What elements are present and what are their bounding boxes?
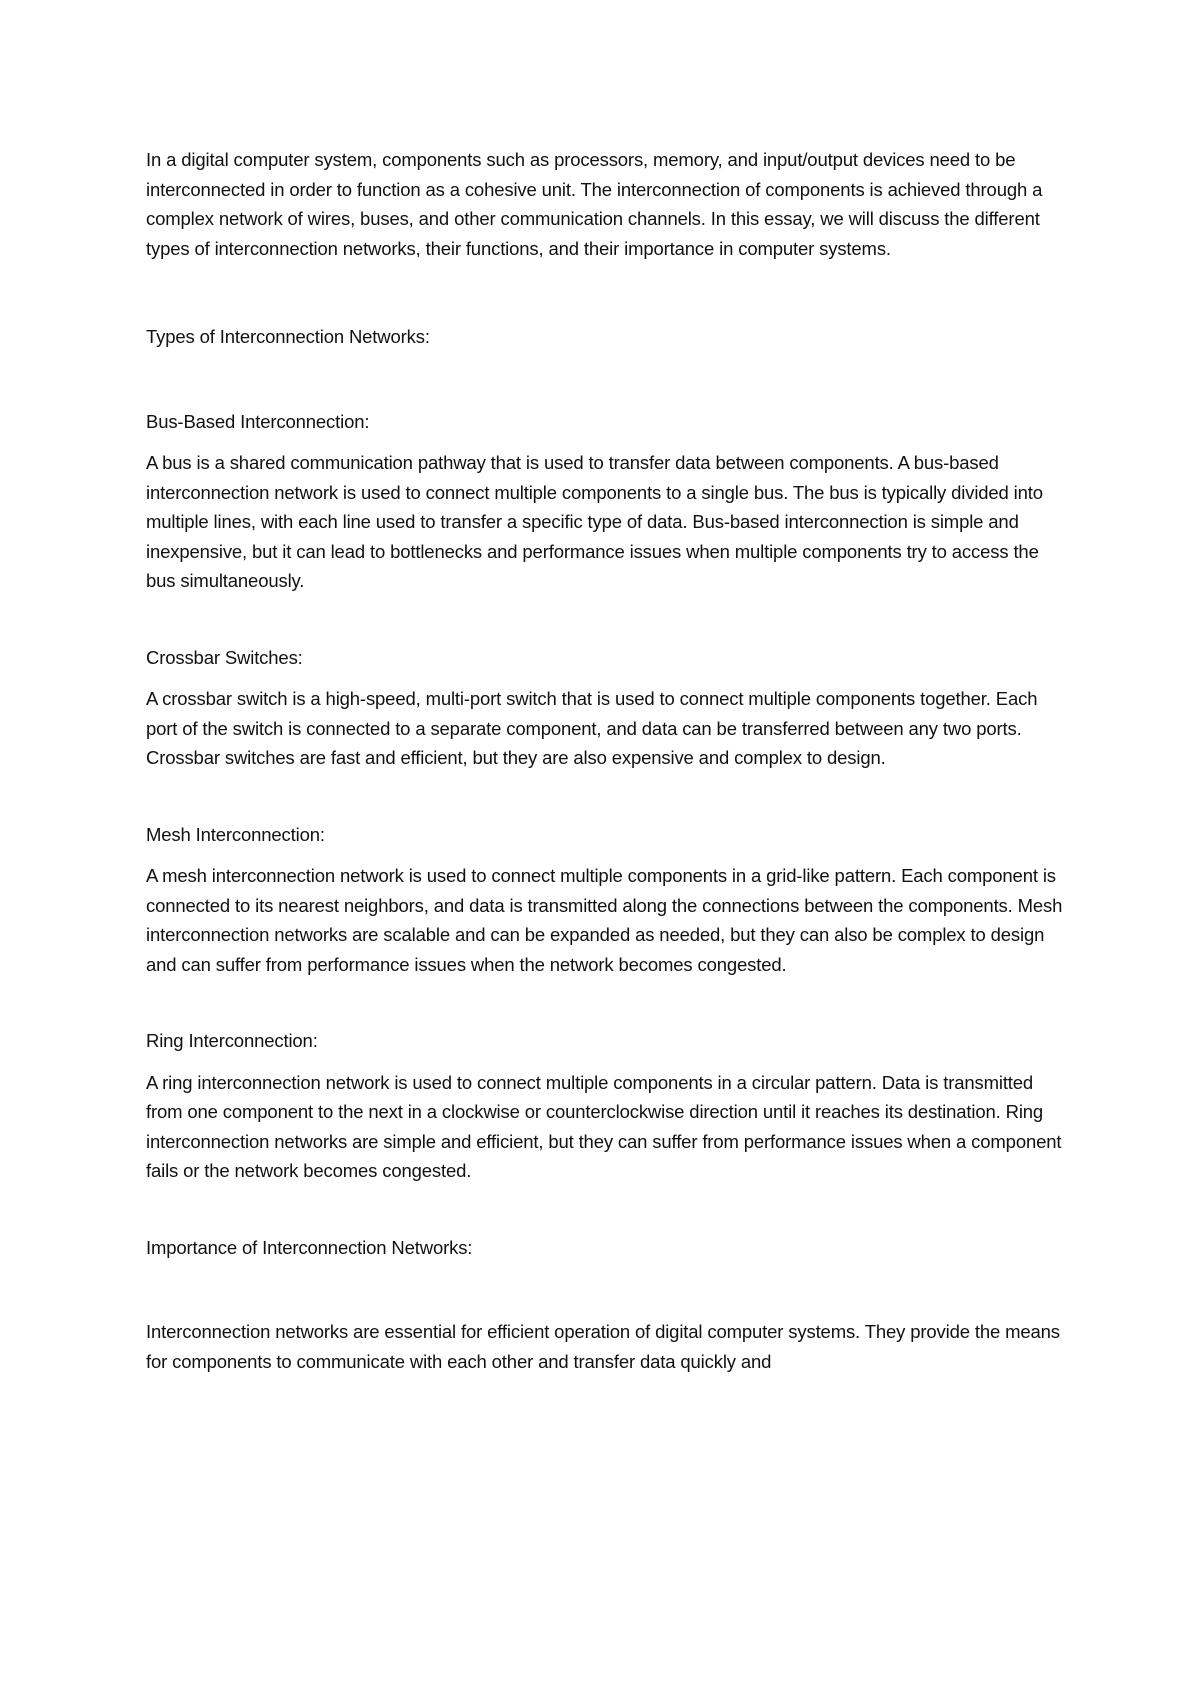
bus-paragraph: A bus is a shared communication pathway that is used to transfer data between components. A bus-based interconnection network is used to connect multiple components to a single bus. The bus is typically divided into multiple lines, with each line used to transfer a specific type of data. Bus-based interconnection is simple and inexpensive, but it can lead to bottlenecks and performance issues when multiple components try to access the bus simultaneously. bbox=[146, 452, 1043, 591]
mesh-paragraph: A mesh interconnection network is used to connect multiple components in a grid-like pattern. Each component is connected to its nearest neighbors, and data is transmitted along the connections between the components. Mesh interconnection networks are scalable and can be expanded as needed, but they can also be complex to design and can suffer from performance issues when the network becomes congested. bbox=[146, 865, 1063, 975]
document-body bbox=[146, 145, 1066, 1376]
importance-heading: Importance of Interconnection Networks: bbox=[146, 1236, 473, 1258]
importance-paragraph: Interconnection networks are essential for efficient operation of digital computer systems. They provide the means for components to communicate with each other and transfer data quickly and bbox=[146, 1321, 1060, 1372]
intro-paragraph: In a digital computer system, components such as processors, memory, and input/output devices need to be interconnected in order to function as a cohesive unit. The interconnection of components is achieved through a complex network of wires, buses, and other communication channels. In this essay, we will discuss the different types of interconnection networks, their functions, and their importance in computer systems. bbox=[146, 149, 1043, 259]
crossbar-heading: Crossbar Switches: bbox=[146, 646, 303, 668]
ring-heading: Ring Interconnection: bbox=[146, 1030, 318, 1051]
mesh-heading: Mesh Interconnection: bbox=[146, 823, 325, 845]
types-heading: Types of Interconnection Networks: bbox=[146, 326, 430, 347]
ring-paragraph: A ring interconnection network is used to connect multiple components in a circular pattern. Data is transmitted from one component to the next in a clockwise or counterclockwise direction until it reaches its destination. Ring interconnection networks are simple and efficient, but they can suffer from performance issues when a component fails or the network becomes congested. bbox=[146, 1071, 1062, 1181]
crossbar-paragraph: A crossbar switch is a high-speed, multi-port switch that is used to connect multiple components together. Each port of the switch is connected to a separate component, and data can be transferred between any two ports. Crossbar switches are fast and efficient, but they are also expensive and complex to design. bbox=[146, 688, 1038, 768]
bus-heading: Bus-Based Interconnection: bbox=[146, 410, 370, 432]
